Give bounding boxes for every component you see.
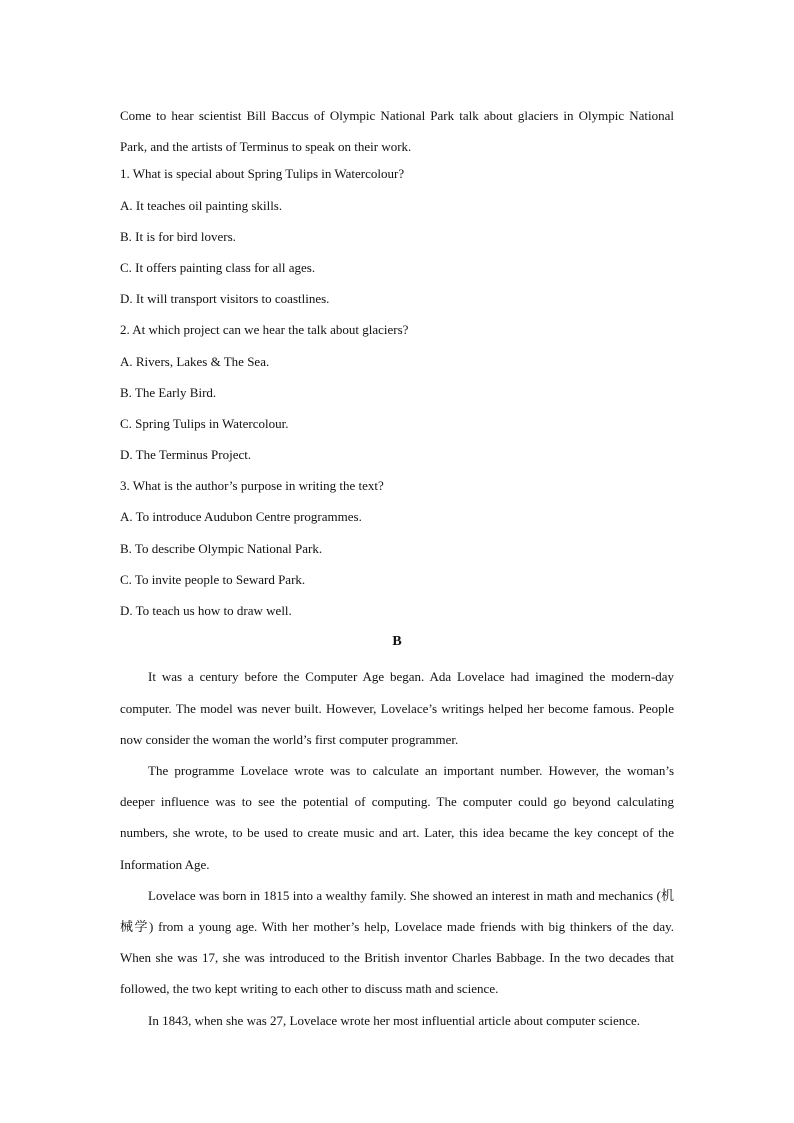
answer-option: C. It offers painting class for all ages.	[120, 259, 316, 275]
document-body	[120, 100, 674, 1036]
answer-option: B. It is for bird lovers.	[120, 228, 236, 244]
answer-option: D. The Terminus Project.	[120, 447, 252, 463]
question-stem: 3. What is the author’s purpose in writing the text?	[120, 478, 384, 494]
answer-option: A. Rivers, Lakes & The Sea.	[120, 353, 270, 369]
answer-option: D. It will transport visitors to coastlines.	[120, 291, 330, 307]
answer-option: A. It teaches oil painting skills.	[120, 197, 283, 213]
section-heading: B	[392, 634, 402, 650]
passage-paragraph-4: In 1843, when she was 27, Lovelace wrote her most influential article about computer science.	[148, 1012, 641, 1028]
question-3	[120, 474, 674, 630]
question-stem: 2. At which project can we hear the talk about glaciers?	[120, 322, 409, 338]
intro-paragraph: Come to hear scientist Bill Baccus of Olympic National Park talk about glaciers in Olympic National Park, and the artists of Terminus to speak on their work.	[120, 108, 674, 155]
passage-paragraph-3: Lovelace was born in 1815 into a wealthy family. She showed an interest in math and mechanics (机械学) from a young age. With her mother’s help, Lovelace made friends with big thinkers of the day. When she was 17, she was introduced to the British inventor Charles Babbage. In the two decades that followed, the two kept writing to each other to discuss math and science.	[120, 887, 674, 997]
question-1	[120, 162, 674, 318]
passage-paragraph-1: It was a century before the Computer Age began. Ada Lovelace had imagined the modern-day computer. The model was never built. However, Lovelace’s writings helped her become famous. People now consider the woman the world’s first computer programmer.	[120, 669, 674, 747]
answer-option: B. To describe Olympic National Park.	[120, 540, 323, 556]
question-2	[120, 318, 674, 474]
answer-option: C. Spring Tulips in Watercolour.	[120, 415, 289, 431]
question-stem: 1. What is special about Spring Tulips in Watercolour?	[120, 166, 405, 182]
answer-option: C. To invite people to Seward Park.	[120, 571, 306, 587]
answer-option: A. To introduce Audubon Centre programmes.	[120, 509, 362, 525]
answer-option: B. The Early Bird.	[120, 384, 217, 400]
passage-paragraph-2: The programme Lovelace wrote was to calculate an important number. However, the woman’s deeper influence was to see the potential of computing. The computer could go beyond calculating numbers, she wrote, to be used to create music and art. Later, this idea became the key concept of the Information Age.	[120, 763, 674, 872]
answer-option: D. To teach us how to draw well.	[120, 603, 292, 619]
